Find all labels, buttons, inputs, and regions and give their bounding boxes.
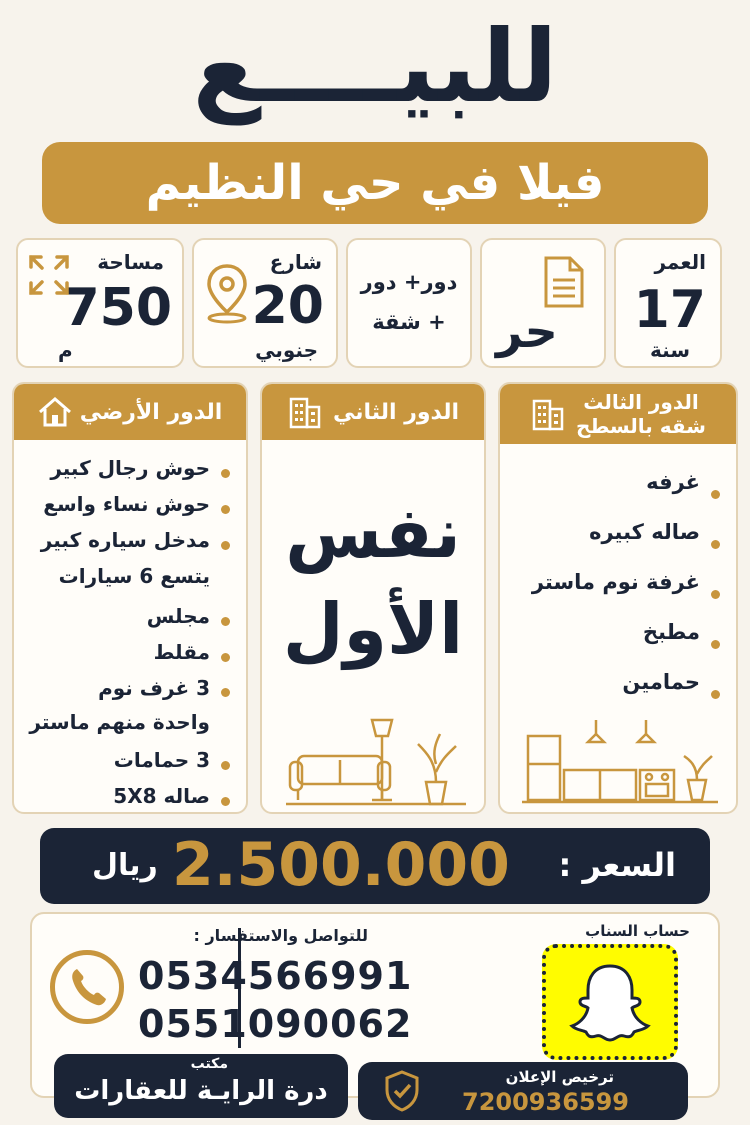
plant-icon	[418, 734, 456, 804]
list-item: غرفة نوم ماستر	[532, 570, 722, 620]
street-value: 20	[251, 276, 324, 336]
list-item: مجلس	[29, 604, 232, 640]
price-value: 2.500.000	[172, 830, 510, 900]
price-label: السعر :	[558, 846, 676, 884]
second-floor-header	[262, 384, 484, 440]
snapcode[interactable]	[542, 944, 678, 1060]
deed-value: حر	[496, 304, 558, 358]
area-unit: م	[58, 338, 73, 362]
building-icon	[287, 395, 323, 429]
deed-card	[480, 238, 606, 368]
price-currency: ريال	[92, 848, 158, 883]
ground-floor-list	[29, 456, 232, 820]
list-item: 3 حمامات	[29, 748, 232, 784]
area-value: 750	[63, 278, 172, 338]
list-item: يتسع 6 سيارات	[58, 564, 210, 588]
kitchen-icon	[522, 720, 718, 808]
ground-floor-header	[14, 384, 246, 440]
list-item: واحدة منهم ماستر	[29, 710, 210, 734]
home-icon	[38, 397, 72, 427]
phone-1[interactable]: 0534566991	[138, 954, 413, 998]
subtitle-banner	[42, 142, 708, 224]
price-bar	[40, 828, 710, 904]
office-name: درة الرايـة للعقارات	[74, 1076, 328, 1106]
floors-card	[346, 238, 472, 368]
ground-floor-card	[12, 382, 248, 814]
age-value: 17	[633, 280, 706, 340]
street-direction: جنوبي	[255, 338, 318, 362]
age-card	[614, 238, 722, 368]
sofa-icon	[290, 756, 390, 800]
location-pin-icon	[204, 262, 250, 324]
list-item: غرفه	[532, 470, 722, 520]
office-pill	[54, 1054, 348, 1118]
list-item: حوش نساء واسع	[29, 492, 232, 528]
second-floor-line1: نفس	[285, 492, 461, 574]
street-card	[192, 238, 338, 368]
subtitle-text: فيلا في حي النظيم	[145, 155, 605, 211]
sofa-lamp-plant-illustration	[286, 712, 466, 808]
age-unit: سنة	[650, 338, 690, 362]
third-floor-title-line2: شقه بالسطح	[576, 414, 706, 438]
age-label: العمر	[654, 250, 706, 274]
third-floor-header	[500, 384, 736, 444]
second-floor-card	[260, 382, 486, 814]
snap-label: حساب السناب	[585, 922, 690, 940]
area-card	[16, 238, 184, 368]
floors-line2: + شقة	[372, 310, 446, 334]
license-number: 7200936599	[462, 1088, 629, 1116]
expand-arrows-icon	[28, 254, 70, 296]
third-floor-list	[532, 470, 722, 720]
list-item: 3 غرف نوم	[29, 676, 232, 710]
list-item: صاله 5X8	[29, 784, 232, 820]
floors-line1: دور+ دور	[360, 270, 458, 294]
list-item: صاله كبيره	[532, 520, 722, 570]
license-pill	[358, 1062, 688, 1120]
shield-check-icon	[384, 1070, 420, 1112]
list-item: مقلط	[29, 640, 232, 676]
headline-for-sale: للبيــــع	[192, 8, 558, 125]
office-label: مكتب	[190, 1056, 228, 1072]
list-item: حوش رجال كبير	[29, 456, 232, 492]
list-item: مطبخ	[532, 620, 722, 670]
list-item: مدخل سياره كبير	[29, 528, 232, 564]
ground-floor-title: الدور الأرضي	[79, 399, 223, 425]
phone-icon	[50, 950, 124, 1024]
inquiry-label: للتواصل والاستفسار :	[193, 926, 368, 945]
second-floor-title: الدور الثاني	[332, 399, 460, 425]
area-label: مساحة	[97, 250, 164, 274]
list-item: حمامين	[532, 670, 722, 720]
document-icon	[542, 256, 584, 308]
phone-2[interactable]: 0551090062	[138, 1002, 413, 1046]
building-icon	[530, 397, 566, 431]
street-label: شارع	[269, 250, 322, 274]
snapchat-ghost-icon	[568, 960, 652, 1044]
third-floor-card	[498, 382, 738, 814]
third-floor-title-line1: الدور الثالث	[583, 390, 699, 414]
license-label: ترخيص الإعلان	[505, 1068, 614, 1086]
second-floor-line2: الأول	[282, 588, 464, 670]
